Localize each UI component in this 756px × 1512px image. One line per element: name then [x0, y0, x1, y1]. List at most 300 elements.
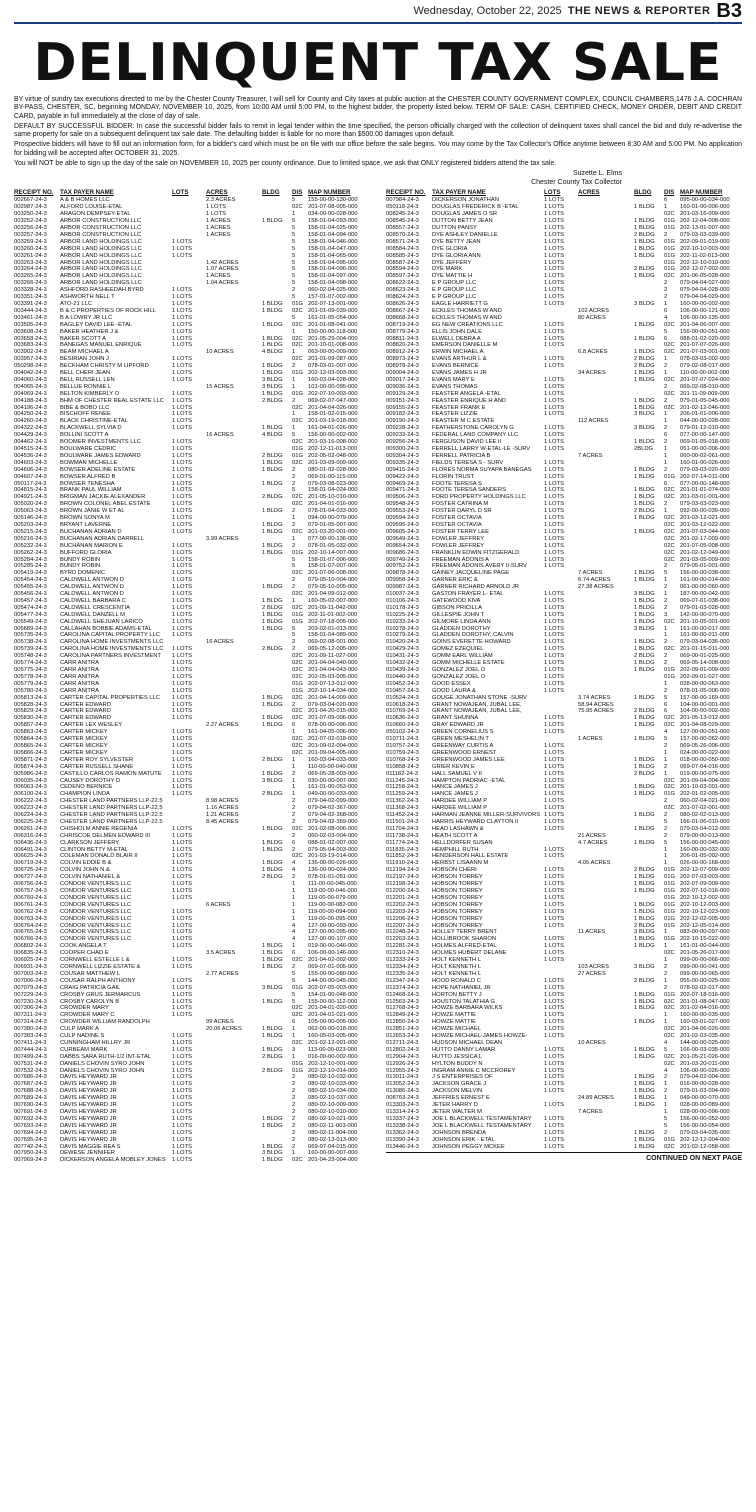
district-value: 02C	[664, 618, 675, 625]
taxpayer-name: FOWLER JEFFREY	[432, 535, 485, 542]
table-row	[386, 888, 742, 895]
taxpayer-name: EVANS THOMAS	[432, 383, 478, 390]
bldg-value: 1 BLDG	[634, 370, 655, 377]
district-value: 01G	[664, 1136, 675, 1143]
acres-value: 1 ACRES	[206, 225, 231, 231]
taxpayer-name: CROSBY GRUS JERMARCUS	[60, 991, 141, 998]
district-value: 02C	[664, 1026, 675, 1033]
map-number: 202-10-12-023-000	[680, 908, 730, 915]
map-number: 160-05-02-007-000	[308, 597, 358, 604]
acres-value	[206, 411, 262, 418]
bldg-value	[634, 957, 664, 964]
table-row	[14, 750, 370, 757]
map-number: 160-00-00-035-000	[680, 1012, 730, 1019]
taxpayer-name: EVANS BERNICE	[432, 363, 479, 370]
map-number: 202-12-12-004-000	[680, 1136, 730, 1143]
lots-value: 1 LOTS	[172, 894, 192, 901]
receipt-number: 005871-24-3	[14, 756, 47, 763]
receipt-number: 012206-24-3	[386, 915, 419, 922]
map-number: 201-04-01-021-000	[308, 1012, 358, 1019]
taxpayer-name: DAVIS HEYWARD JR	[60, 1095, 117, 1102]
receipt-number: 012347-24-3	[386, 977, 419, 984]
table-row	[14, 349, 370, 356]
taxpayer-name: DYE MATTIE H	[432, 273, 473, 280]
bldg-value: 1 BLDG	[634, 791, 655, 798]
taxpayer-name: JOE L BLACKWELL TESTAMENTARY	[432, 1115, 532, 1122]
lots-value: 1 LOTS	[172, 888, 192, 894]
district-value: 1	[664, 846, 668, 853]
taxpayer-name: GONZALEZ JOEL O	[432, 673, 486, 680]
taxpayer-name: DUTTON BETTY JEAN	[432, 218, 493, 225]
taxpayer-name: DAVIS HEYWARD JR	[60, 1122, 117, 1129]
lots-value: 1 LOTS	[544, 383, 564, 390]
bldg-value	[262, 280, 292, 287]
lots-value: 1 LOTS	[544, 715, 564, 722]
lots-value: 1 LOTS	[172, 667, 192, 673]
receipt-number: 005262-24-3	[14, 549, 47, 556]
bldg-value: 3 BLDG	[634, 625, 655, 632]
lots-value	[172, 722, 206, 729]
district-value: 01G	[292, 370, 303, 377]
table-row	[386, 370, 742, 377]
lots-value: 1 LOTS	[172, 1012, 192, 1019]
lots-value	[172, 432, 206, 439]
receipt-number: 010457-24-3	[386, 687, 419, 694]
map-number: 061-00-00-060-000	[680, 584, 730, 591]
district-value: 01G	[664, 915, 675, 922]
lots-value: 1 LOTS	[544, 404, 564, 411]
lots-value: 1 LOTS	[544, 749, 564, 756]
district-value: 2	[664, 280, 668, 287]
acres-value	[206, 308, 262, 315]
district-value: 6	[664, 432, 668, 439]
map-number: 201-04-23-004-000	[308, 1157, 358, 1164]
district-value: 01G	[664, 991, 675, 998]
receipt-number: 004250-24-3	[14, 411, 47, 418]
receipt-number: 010660-24-3	[386, 722, 419, 729]
table-row	[14, 999, 370, 1006]
table-row	[14, 929, 370, 936]
receipt-number: 013337-24-3	[386, 1115, 419, 1122]
table-row	[14, 1081, 370, 1088]
map-number: 079-01-05-045-000	[680, 397, 730, 404]
receipt-number: 012207-24-3	[386, 922, 419, 929]
receipt-number: 009415-24-3	[386, 466, 419, 473]
receipt-number: 009335-24-3	[386, 459, 419, 466]
district-value: 01G	[292, 680, 303, 687]
district-value: 02C	[292, 742, 303, 749]
lots-value: 1 LOTS	[544, 480, 564, 487]
taxpayer-name: CHAMPION LINDA	[60, 791, 110, 798]
district-value: 5	[664, 328, 668, 335]
district-value: 1	[664, 770, 668, 777]
district-value: 1	[292, 211, 296, 218]
district-value: 02C	[292, 1039, 303, 1046]
taxpayer-name: GATEWOOD KIVA	[432, 597, 481, 604]
receipt-number: 007006-24-3	[14, 977, 47, 984]
table-row	[14, 978, 370, 985]
map-number: 201-04-08-029-000	[680, 722, 730, 729]
map-number: 158-01-04-097-000	[308, 273, 358, 280]
taxpayer-name: CHESTER LAND PARTNERS LLP-22.5	[60, 805, 163, 812]
receipt-number: 008245-24-3	[386, 211, 419, 218]
bldg-value: 2 BLDG	[262, 791, 283, 798]
acres-value	[206, 1102, 262, 1109]
lots-value: 1 LOTS	[544, 784, 564, 791]
lots-value: 1 LOTS	[544, 211, 564, 218]
map-number: 161-00-00-011-000	[680, 632, 730, 639]
table-row	[14, 460, 370, 467]
bldg-value: 2 BLDG	[634, 977, 655, 984]
acres-value	[578, 1144, 634, 1151]
map-number: 155-00-00-080-000	[308, 970, 358, 977]
acres-value	[578, 522, 634, 529]
district-value: 2	[292, 287, 296, 294]
lots-value	[544, 570, 578, 577]
map-number: 160-01-00-026-000	[680, 459, 730, 466]
taxpayer-name: HAMPTON PADRIAC -ETAL	[432, 777, 506, 784]
table-row	[386, 1005, 742, 1012]
district-value: 02C	[664, 784, 675, 791]
table-row	[14, 308, 370, 315]
taxpayer-name: DAVIS HEYWARD JR	[60, 1115, 117, 1122]
taxpayer-name: DYE JEFFERY	[432, 259, 472, 266]
district-value: 6	[664, 335, 668, 342]
table-row	[14, 902, 370, 909]
lots-value	[544, 308, 578, 315]
taxpayer-name: GOOD LAURA &	[432, 687, 476, 694]
lots-value: 1 LOTS	[544, 225, 564, 231]
map-number: 078-01-05-006-000	[680, 687, 730, 694]
taxpayer-name: BOWSER ADELINE ESTATE	[60, 466, 136, 473]
district-value: 02C	[292, 321, 303, 328]
map-number: 069-07-01-005-000	[308, 963, 358, 970]
map-number: 158-01-07-007-000	[308, 563, 358, 570]
taxpayer-name: FORD PROPERTY HOLDINGS LLC	[432, 494, 526, 501]
acres-value	[206, 1012, 262, 1019]
lots-value: 1 LOTS	[544, 321, 564, 328]
bldg-value: 1 BLDG	[262, 618, 283, 625]
lots-value: 1 LOTS	[172, 963, 192, 970]
map-number: 079-03-04-036-000	[680, 639, 730, 646]
district-value: 1	[664, 1109, 668, 1115]
taxpayer-name: HUDSON MICHAEL DEAN	[432, 1039, 503, 1046]
table-row	[14, 1040, 370, 1047]
map-number: 104-00-00-002-000	[680, 708, 730, 715]
acres-value	[206, 1081, 262, 1088]
lots-value: 1 LOTS	[172, 1005, 192, 1012]
bldg-value: 1 BLDG	[634, 881, 655, 888]
receipt-number: 009878-24-3	[386, 570, 419, 577]
map-number: 079-04-02-004-000	[680, 1074, 730, 1081]
receipt-number: 013303-24-3	[386, 1102, 419, 1109]
district-value: 2	[664, 584, 668, 591]
map-number: 201-02-12-058-000	[680, 1143, 730, 1150]
district-value: 4	[292, 867, 296, 874]
table-row	[386, 639, 742, 646]
district-value: 01G	[292, 446, 303, 452]
lots-value: 1 LOTS	[544, 266, 564, 273]
receipt-number: 005857-24-3	[14, 722, 47, 729]
table-row	[386, 557, 742, 564]
header-dis: DIS	[664, 189, 675, 197]
taxpayer-name: ARBOR CONSTRUCTION LLC	[60, 231, 142, 238]
map-number: 078-01-04-033-000	[308, 508, 358, 515]
bldg-value	[262, 929, 292, 936]
lots-value: 1 LOTS	[172, 756, 192, 763]
taxpayer-name: HEATH SCOTT A	[432, 832, 478, 839]
acres-value	[578, 902, 634, 909]
receipt-number: 012653-24-3	[386, 1033, 419, 1040]
bldg-value: 2 BLDG	[262, 756, 283, 763]
acres-value	[206, 515, 262, 522]
lots-value	[544, 1095, 578, 1102]
lots-value: 1 LOTS	[544, 1129, 564, 1136]
district-value: 5	[292, 970, 296, 977]
district-value: 02C	[664, 273, 675, 280]
table-row	[386, 522, 742, 529]
table-row	[14, 446, 370, 453]
receipt-number: 005866-24-3	[14, 749, 47, 756]
district-value: 5	[664, 570, 668, 577]
acres-value	[206, 750, 262, 757]
district-value: 2	[664, 963, 668, 970]
taxpayer-name: HEAD LASHAWN &	[432, 825, 484, 832]
acres-value	[206, 826, 262, 833]
bldg-value	[262, 1102, 292, 1109]
lots-value: 1 LOTS	[172, 846, 192, 853]
district-value: 2	[292, 646, 296, 653]
lots-value: 1 LOTS	[544, 542, 564, 549]
bldg-value: 1 BLDG	[262, 722, 283, 729]
bldg-value	[634, 833, 664, 840]
taxpayer-name: ASHFORD RASHEEDAH BYRD	[60, 287, 144, 294]
bldg-value	[262, 405, 292, 412]
map-number: 119-00-00-094-000	[308, 908, 358, 915]
table-row	[14, 1012, 370, 1019]
district-value: 5	[292, 238, 296, 245]
lots-value: 1 LOTS	[172, 466, 192, 473]
lots-value: 1 LOTS	[544, 1081, 564, 1088]
map-number: 201-03-16-008-000	[308, 439, 358, 446]
lots-value: 1 LOTS	[172, 459, 192, 466]
receipt-number: 009300-24-3	[386, 446, 419, 452]
table-row	[386, 950, 742, 957]
bldg-value: 1 BLDG	[634, 943, 655, 950]
acres-value	[206, 570, 262, 577]
taxpayer-name: BROWN COLONEL ABEL ESTATE	[60, 501, 151, 508]
lots-value: 1 LOTS	[172, 439, 192, 446]
map-number: 119-00-00-082-000	[308, 901, 358, 908]
map-number: 106-00-00-121-000	[680, 307, 730, 314]
lots-value: 1 LOTS	[544, 646, 564, 653]
continued-note: CONTINUED ON NEXT PAGE	[386, 1152, 742, 1162]
bldg-value: 1 BLDG	[634, 1136, 655, 1143]
taxpayer-name: CAUSEY DOROTHY D	[60, 777, 121, 784]
district-value: 1	[292, 943, 296, 950]
table-row	[386, 1102, 742, 1109]
acres-value: 2.27 ACRES	[206, 722, 239, 729]
map-number: 069-00-01-025-000	[680, 653, 730, 660]
map-number: 160-03-04-033-000	[308, 756, 358, 763]
map-number: 079-01-05-007-000	[308, 521, 358, 528]
receipt-number: 006756-24-3	[14, 881, 47, 888]
taxpayer-name: CHESTER LAND PARTNERS LLP-22.5	[60, 818, 163, 825]
taxpayer-name: ECKLES THOMAS W AND	[432, 314, 502, 321]
district-value: 2	[292, 480, 296, 487]
bldg-value: 1 BLDG	[262, 839, 283, 846]
acres-value	[578, 778, 634, 785]
header-bldg: BLDG	[634, 189, 652, 197]
taxpayer-name: COOK ANGELA T	[60, 943, 107, 950]
table-row	[14, 916, 370, 923]
taxpayer-name: BHM OF CHESTER REAL ESTATE LLC	[60, 397, 164, 404]
bldg-value: 1 BLDG	[634, 245, 655, 252]
taxpayer-name: HOPE NATHANIEL JR	[432, 984, 491, 991]
map-number: 080-02-02-013-000	[680, 812, 730, 819]
map-number: 158-01-04-094-000	[308, 231, 358, 238]
lots-value: 1 LOTS	[172, 715, 192, 722]
table-row	[386, 812, 742, 819]
receipt-number: 007311-24-3	[14, 1012, 47, 1019]
receipt-number: 003260-24-3	[14, 245, 47, 252]
table-row	[14, 508, 370, 515]
bldg-value: 1 BLDG	[634, 694, 655, 701]
district-value: 02C	[664, 722, 675, 729]
map-number: 206-01-05-002-000	[680, 853, 730, 860]
lots-value: 1 LOTS	[172, 839, 192, 846]
map-number: 158-01-04-065-000	[308, 252, 358, 259]
bldg-value: 1 BLDG	[634, 218, 655, 225]
table-row	[386, 674, 742, 681]
lots-value: 1 LOTS	[172, 1060, 192, 1067]
acres-value	[578, 992, 634, 999]
acres-value: 34 ACRES	[578, 370, 606, 377]
lots-value: 1 LOTS	[544, 812, 564, 819]
taxpayer-name: BAKER HEATHER J &	[60, 328, 119, 335]
lots-value: 1 LOTS	[172, 770, 192, 777]
district-value: 1	[292, 915, 296, 922]
receipt-number: 012851-24-3	[386, 1026, 419, 1033]
taxpayer-name: JOHNSON ERIK - ETAL	[432, 1136, 495, 1143]
lots-value	[544, 315, 578, 322]
lots-value: 1 LOTS	[544, 466, 564, 473]
acres-value	[206, 474, 262, 481]
map-number: 201-04-04-040-000	[308, 660, 358, 667]
bldg-value	[262, 888, 292, 895]
taxpayer-name: CASTILLO CARLOS RAMON MATUTE	[60, 770, 162, 777]
bldg-value	[634, 1033, 664, 1040]
acres-value	[206, 557, 262, 564]
bldg-value: 4 BLDG	[262, 432, 283, 439]
district-value: 01G	[664, 867, 675, 874]
lots-value	[172, 266, 206, 273]
lots-value	[544, 708, 578, 715]
bldg-value: 3 BLDG	[634, 929, 655, 936]
lots-value: 1 LOTS	[544, 363, 564, 370]
table-row	[14, 391, 370, 398]
district-value: 02C	[292, 1157, 303, 1164]
taxpayer-name: BLACKWELL SYLVIA D	[60, 425, 122, 432]
map-number: 077-00-00-148-000	[680, 480, 730, 487]
table-row	[386, 570, 742, 577]
acres-value	[206, 446, 262, 453]
taxpayer-name: ARBOR LAND HOLDINGS LLC	[60, 238, 142, 245]
table-row	[386, 840, 742, 847]
acres-value: 6.74 ACRES	[578, 577, 611, 584]
taxpayer-name: DYE BETTY JEAN	[432, 238, 481, 245]
receipt-number: 008779-24-3	[386, 328, 419, 335]
taxpayer-name: HENDERSON HALL ESTATE	[432, 853, 509, 860]
table-row	[14, 239, 370, 246]
lots-value: 1 LOTS	[544, 1053, 564, 1060]
receipt-number: 006725-24-3	[14, 867, 47, 874]
lots-value: 1 LOTS	[172, 1081, 192, 1088]
acres-value: 1 ACRES	[206, 273, 231, 280]
table-row	[386, 805, 742, 812]
bldg-value: 1 BLDG	[634, 1019, 655, 1026]
receipt-number: 012334-24-3	[386, 963, 419, 970]
taxpayer-name: GREEN CORNELIUS S	[432, 729, 494, 736]
acres-value: 4.7 ACRES	[578, 839, 608, 846]
taxpayer-name: FEASTER M C ESTATE	[432, 418, 495, 425]
bldg-value	[634, 557, 664, 564]
map-number: 049-00-00-033-000	[308, 791, 358, 798]
acres-value	[206, 1137, 262, 1144]
receipt-number: 005986-24-3	[14, 770, 47, 777]
district-value: 2	[292, 363, 296, 370]
lots-value: 1 LOTS	[172, 363, 192, 370]
district-value: 2	[292, 397, 296, 404]
receipt-number: 008668-24-3	[386, 314, 419, 321]
taxpayer-name: HOWZE BARBARA WILKS	[432, 1005, 503, 1012]
map-number: 110-00-00-002-000	[680, 370, 730, 377]
district-value: 1	[664, 860, 668, 867]
map-number: 060-00-02-061-000	[680, 452, 730, 459]
bldg-value	[634, 315, 664, 322]
lots-value: 1 LOTS	[544, 597, 564, 604]
acres-value	[578, 474, 634, 481]
table-row	[14, 425, 370, 432]
receipt-number: 007695-24-3	[14, 1136, 47, 1143]
receipt-number: 010618-24-3	[386, 701, 419, 708]
district-value: 02C	[292, 853, 303, 860]
map-number: 166-01-06-010-000	[680, 818, 730, 825]
lots-value: 1 LOTS	[544, 1060, 564, 1067]
taxpayer-name: FEDERAL LAND COMPANY LLC	[432, 432, 519, 439]
receipt-number: 009004-24-3	[386, 370, 419, 377]
table-row	[386, 853, 742, 860]
acres-value	[578, 957, 634, 964]
acres-value: 6.8 ACRES	[578, 349, 608, 356]
taxpayer-name: FERRELL PATRICIA B	[432, 452, 491, 459]
bldg-value	[634, 584, 664, 591]
district-value: 1	[292, 1026, 296, 1033]
district-value: 01G	[664, 473, 675, 480]
taxpayer-name: JEFFRIES ERNEST E	[432, 1095, 490, 1102]
acres-value	[206, 764, 262, 771]
lots-value: 1 LOTS	[172, 1109, 192, 1115]
taxpayer-name: HOWZE MATTIE	[432, 1012, 477, 1019]
table-row	[386, 266, 742, 273]
receipt-number: 006436-24-3	[14, 839, 47, 846]
bldg-value	[262, 1130, 292, 1137]
lots-value: 1 LOTS	[172, 1067, 192, 1074]
table-row	[386, 881, 742, 888]
district-value: 1	[664, 957, 668, 964]
lots-value: 1 LOTS	[544, 888, 564, 894]
district-value: 2	[292, 639, 296, 646]
